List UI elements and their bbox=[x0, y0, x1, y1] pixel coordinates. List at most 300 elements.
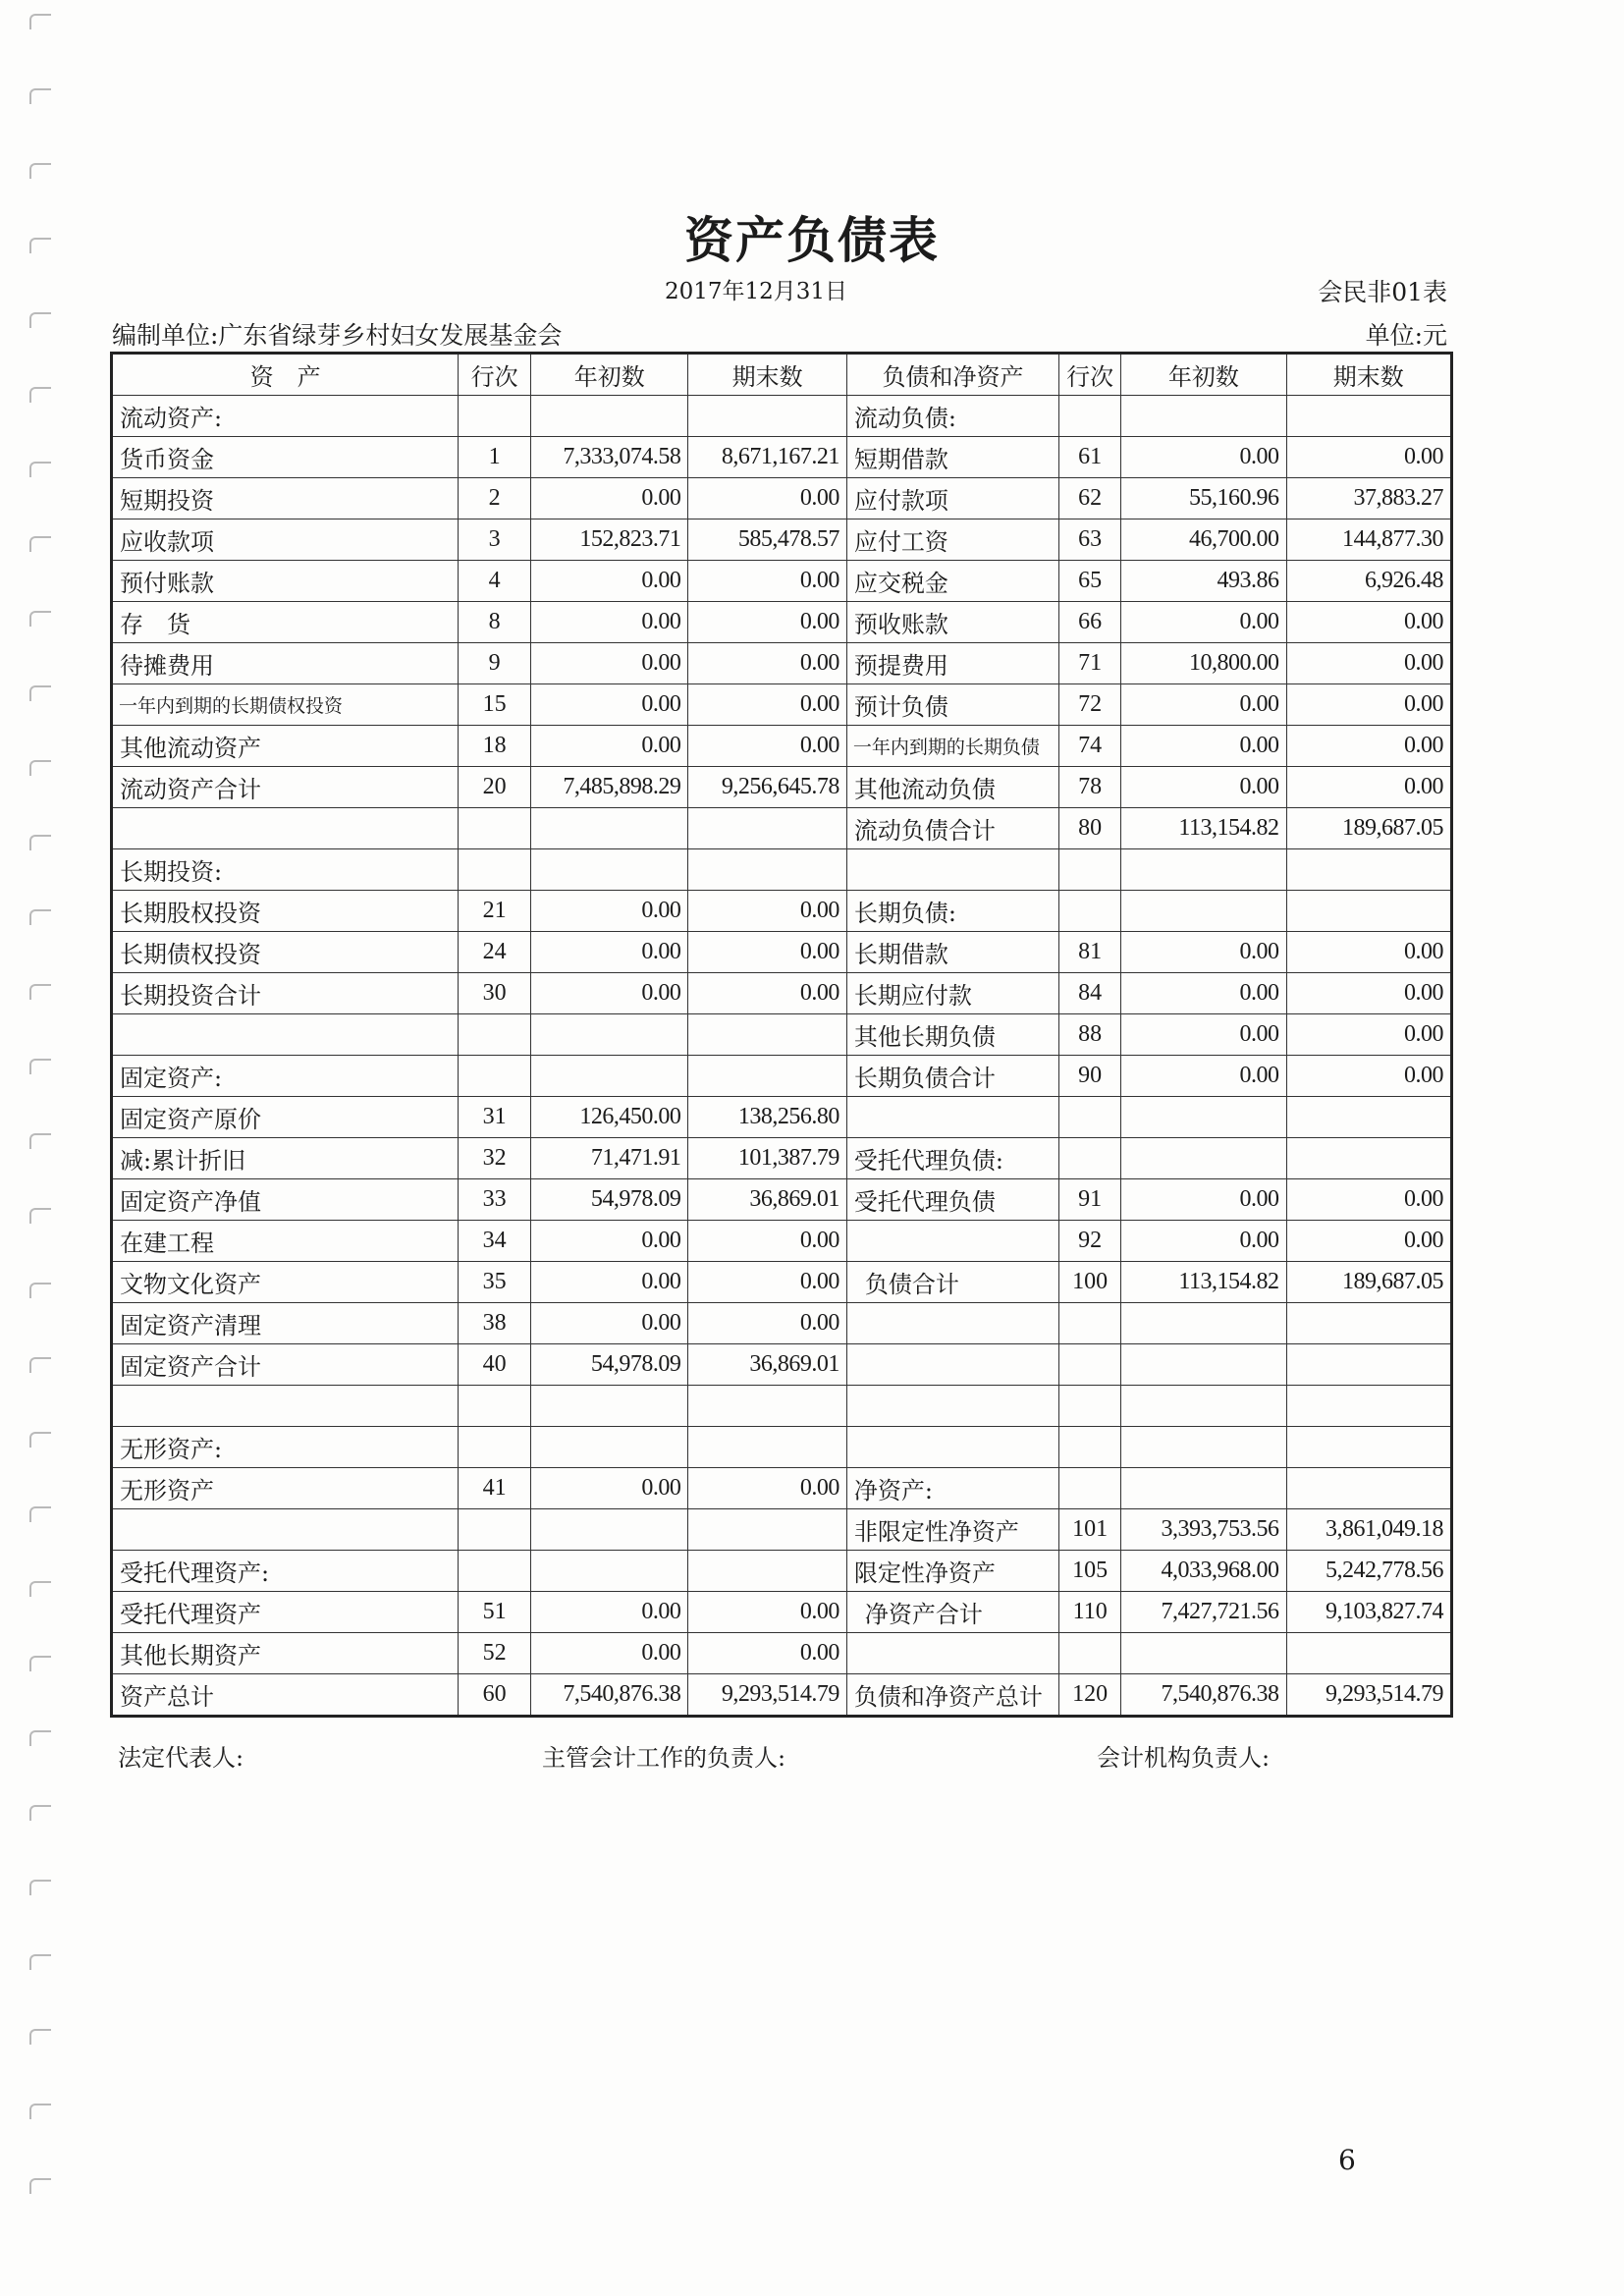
asset-label: 其他流动资产 bbox=[112, 726, 459, 767]
asset-begin-value: 54,978.09 bbox=[531, 1179, 688, 1221]
liability-line-no bbox=[1059, 1633, 1121, 1674]
asset-begin-value: 0.00 bbox=[531, 1262, 688, 1303]
asset-line-no: 32 bbox=[459, 1138, 531, 1179]
asset-end-value: 9,256,645.78 bbox=[688, 767, 847, 808]
asset-label: 存 货 bbox=[112, 602, 459, 643]
col-header-assets: 资 产 bbox=[112, 354, 459, 396]
liability-begin-value: 0.00 bbox=[1121, 726, 1286, 767]
liability-line-no bbox=[1059, 1097, 1121, 1138]
binding-hole-mark bbox=[29, 685, 51, 701]
liability-line-no bbox=[1059, 1138, 1121, 1179]
form-code: 会民非01表 bbox=[1318, 278, 1447, 306]
asset-label: 固定资产: bbox=[112, 1056, 459, 1097]
asset-line-no: 3 bbox=[459, 519, 531, 561]
liability-begin-value bbox=[1121, 1386, 1286, 1427]
liability-end-value: 0.00 bbox=[1286, 1179, 1451, 1221]
liability-end-value: 0.00 bbox=[1286, 602, 1451, 643]
asset-begin-value: 0.00 bbox=[531, 643, 688, 684]
liability-line-no bbox=[1059, 1386, 1121, 1427]
table-row bbox=[112, 478, 1452, 519]
liability-end-value: 0.00 bbox=[1286, 932, 1451, 973]
asset-line-no: 8 bbox=[459, 602, 531, 643]
binding-hole-mark bbox=[29, 163, 51, 179]
liability-end-value: 189,687.05 bbox=[1286, 808, 1451, 849]
page-title: 资产负债表 bbox=[684, 211, 940, 269]
table-row bbox=[112, 1592, 1452, 1633]
col-header-end: 期末数 bbox=[688, 354, 847, 396]
asset-line-no: 40 bbox=[459, 1344, 531, 1386]
liability-end-value bbox=[1286, 1344, 1451, 1386]
table-row bbox=[112, 849, 1452, 891]
table-row bbox=[112, 1468, 1452, 1509]
table-row bbox=[112, 1221, 1452, 1262]
liability-end-value: 9,293,514.79 bbox=[1286, 1674, 1451, 1717]
liability-line-no: 65 bbox=[1059, 561, 1121, 602]
accounting-head-label: 主管会计工作的负责人: bbox=[542, 1744, 786, 1772]
liability-end-value bbox=[1286, 1138, 1451, 1179]
liability-label: 长期应付款 bbox=[846, 973, 1058, 1014]
binding-hole-mark bbox=[29, 1432, 51, 1448]
asset-begin-value: 71,471.91 bbox=[531, 1138, 688, 1179]
binding-hole-mark bbox=[29, 1357, 51, 1373]
asset-begin-value: 0.00 bbox=[531, 932, 688, 973]
asset-label: 流动资产: bbox=[112, 396, 459, 437]
liability-label: 流动负债合计 bbox=[846, 808, 1058, 849]
asset-label: 长期股权投资 bbox=[112, 891, 459, 932]
liability-label: 预计负债 bbox=[846, 684, 1058, 726]
binding-hole-mark bbox=[29, 1506, 51, 1522]
binding-hole-mark bbox=[29, 312, 51, 328]
binding-hole-mark bbox=[29, 88, 51, 104]
liability-label: 流动负债: bbox=[846, 396, 1058, 437]
asset-line-no: 31 bbox=[459, 1097, 531, 1138]
asset-end-value: 36,869.01 bbox=[688, 1179, 847, 1221]
liability-begin-value: 0.00 bbox=[1121, 1179, 1286, 1221]
asset-line-no bbox=[459, 1551, 531, 1592]
liability-label bbox=[846, 1303, 1058, 1344]
binding-hole-mark bbox=[29, 1656, 51, 1671]
asset-label: 减:累计折旧 bbox=[112, 1138, 459, 1179]
liability-label: 负债和净资产总计 bbox=[846, 1674, 1058, 1717]
asset-end-value: 0.00 bbox=[688, 1633, 847, 1674]
liability-end-value: 9,103,827.74 bbox=[1286, 1592, 1451, 1633]
liability-line-no: 120 bbox=[1059, 1674, 1121, 1717]
liability-label: 长期负债: bbox=[846, 891, 1058, 932]
liability-label bbox=[846, 1221, 1058, 1262]
asset-end-value: 0.00 bbox=[688, 1468, 847, 1509]
asset-label: 受托代理资产: bbox=[112, 1551, 459, 1592]
asset-line-no bbox=[459, 849, 531, 891]
liability-line-no: 62 bbox=[1059, 478, 1121, 519]
liability-line-no: 78 bbox=[1059, 767, 1121, 808]
liability-begin-value: 7,540,876.38 bbox=[1121, 1674, 1286, 1717]
table-row bbox=[112, 1056, 1452, 1097]
asset-end-value bbox=[688, 1014, 847, 1056]
liability-line-no: 90 bbox=[1059, 1056, 1121, 1097]
liability-end-value: 0.00 bbox=[1286, 1221, 1451, 1262]
liability-line-no bbox=[1059, 891, 1121, 932]
asset-end-value: 0.00 bbox=[688, 602, 847, 643]
binding-hole-mark bbox=[29, 984, 51, 1000]
liability-begin-value bbox=[1121, 891, 1286, 932]
asset-line-no bbox=[459, 1014, 531, 1056]
asset-line-no bbox=[459, 808, 531, 849]
liability-end-value: 189,687.05 bbox=[1286, 1262, 1451, 1303]
liability-label bbox=[846, 1386, 1058, 1427]
liability-label: 应付工资 bbox=[846, 519, 1058, 561]
liability-end-value: 37,883.27 bbox=[1286, 478, 1451, 519]
liability-begin-value: 0.00 bbox=[1121, 1056, 1286, 1097]
asset-begin-value: 0.00 bbox=[531, 1468, 688, 1509]
asset-line-no: 4 bbox=[459, 561, 531, 602]
liability-begin-value: 0.00 bbox=[1121, 602, 1286, 643]
table-row bbox=[112, 1509, 1452, 1551]
liability-end-value: 0.00 bbox=[1286, 643, 1451, 684]
liability-label: 其他长期负债 bbox=[846, 1014, 1058, 1056]
liability-line-no: 71 bbox=[1059, 643, 1121, 684]
liability-line-no: 92 bbox=[1059, 1221, 1121, 1262]
asset-begin-value: 54,978.09 bbox=[531, 1344, 688, 1386]
liability-end-value bbox=[1286, 396, 1451, 437]
liability-label: 长期负债合计 bbox=[846, 1056, 1058, 1097]
liability-begin-value: 113,154.82 bbox=[1121, 1262, 1286, 1303]
binding-hole-mark bbox=[29, 1805, 51, 1821]
liability-begin-value: 493.86 bbox=[1121, 561, 1286, 602]
report-date: 2017年12月31日 bbox=[664, 279, 848, 304]
asset-label bbox=[112, 808, 459, 849]
table-row bbox=[112, 1138, 1452, 1179]
asset-line-no: 24 bbox=[459, 932, 531, 973]
liability-begin-value: 10,800.00 bbox=[1121, 643, 1286, 684]
binding-hole-mark bbox=[29, 1059, 51, 1074]
asset-line-no: 20 bbox=[459, 767, 531, 808]
asset-line-no: 15 bbox=[459, 684, 531, 726]
asset-label: 资产总计 bbox=[112, 1674, 459, 1717]
asset-label: 流动资产合计 bbox=[112, 767, 459, 808]
asset-begin-value: 0.00 bbox=[531, 561, 688, 602]
liability-line-no bbox=[1059, 1303, 1121, 1344]
liability-end-value bbox=[1286, 1468, 1451, 1509]
liability-line-no bbox=[1059, 1468, 1121, 1509]
asset-end-value bbox=[688, 396, 847, 437]
table-row bbox=[112, 808, 1452, 849]
asset-begin-value bbox=[531, 849, 688, 891]
asset-line-no: 60 bbox=[459, 1674, 531, 1717]
liability-end-value bbox=[1286, 1386, 1451, 1427]
binding-hole-mark bbox=[29, 14, 51, 29]
asset-end-value bbox=[688, 1056, 847, 1097]
asset-begin-value bbox=[531, 1551, 688, 1592]
table-row bbox=[112, 1014, 1452, 1056]
col-header-line: 行次 bbox=[459, 354, 531, 396]
liability-line-no: 72 bbox=[1059, 684, 1121, 726]
liability-label: 应付款项 bbox=[846, 478, 1058, 519]
liability-label: 预收账款 bbox=[846, 602, 1058, 643]
liability-label bbox=[846, 1427, 1058, 1468]
liability-label: 应交税金 bbox=[846, 561, 1058, 602]
asset-line-no: 2 bbox=[459, 478, 531, 519]
binding-hole-mark bbox=[29, 1880, 51, 1895]
liability-begin-value bbox=[1121, 1303, 1286, 1344]
asset-line-no bbox=[459, 1427, 531, 1468]
liability-label: 预提费用 bbox=[846, 643, 1058, 684]
table-row bbox=[112, 602, 1452, 643]
col-header-begin-right: 年初数 bbox=[1121, 354, 1286, 396]
asset-end-value bbox=[688, 849, 847, 891]
asset-end-value bbox=[688, 1509, 847, 1551]
liability-end-value bbox=[1286, 1097, 1451, 1138]
asset-label: 长期投资: bbox=[112, 849, 459, 891]
liability-line-no: 66 bbox=[1059, 602, 1121, 643]
liability-label: 受托代理负债: bbox=[846, 1138, 1058, 1179]
table-row bbox=[112, 1344, 1452, 1386]
asset-end-value: 0.00 bbox=[688, 973, 847, 1014]
liability-end-value: 144,877.30 bbox=[1286, 519, 1451, 561]
asset-label: 短期投资 bbox=[112, 478, 459, 519]
liability-begin-value: 46,700.00 bbox=[1121, 519, 1286, 561]
binding-hole-mark bbox=[29, 1730, 51, 1746]
binding-hole-mark bbox=[29, 909, 51, 925]
liability-begin-value: 0.00 bbox=[1121, 1221, 1286, 1262]
liability-line-no bbox=[1059, 1344, 1121, 1386]
asset-label: 无形资产 bbox=[112, 1468, 459, 1509]
table-row bbox=[112, 1427, 1452, 1468]
asset-line-no: 18 bbox=[459, 726, 531, 767]
asset-begin-value bbox=[531, 1386, 688, 1427]
asset-line-no: 38 bbox=[459, 1303, 531, 1344]
asset-label: 长期债权投资 bbox=[112, 932, 459, 973]
liability-begin-value: 113,154.82 bbox=[1121, 808, 1286, 849]
liability-label: 净资产合计 bbox=[846, 1592, 1058, 1633]
asset-end-value: 0.00 bbox=[688, 932, 847, 973]
table-row bbox=[112, 1674, 1452, 1717]
liability-line-no: 100 bbox=[1059, 1262, 1121, 1303]
table-row bbox=[112, 1179, 1452, 1221]
liability-begin-value: 0.00 bbox=[1121, 684, 1286, 726]
reporting-organization: 编制单位:广东省绿芽乡村妇女发展基金会 bbox=[112, 321, 563, 350]
asset-begin-value: 152,823.71 bbox=[531, 519, 688, 561]
table-row bbox=[112, 1097, 1452, 1138]
table-row bbox=[112, 1303, 1452, 1344]
binding-hole-mark bbox=[29, 1954, 51, 1970]
table-row bbox=[112, 396, 1452, 437]
liability-label: 非限定性净资产 bbox=[846, 1509, 1058, 1551]
col-header-end-right: 期末数 bbox=[1286, 354, 1451, 396]
asset-line-no: 33 bbox=[459, 1179, 531, 1221]
liability-line-no: 81 bbox=[1059, 932, 1121, 973]
liability-end-value: 0.00 bbox=[1286, 973, 1451, 1014]
asset-label bbox=[112, 1014, 459, 1056]
asset-end-value bbox=[688, 1427, 847, 1468]
liability-end-value bbox=[1286, 1303, 1451, 1344]
liability-end-value: 0.00 bbox=[1286, 1056, 1451, 1097]
binding-hole-mark bbox=[29, 2178, 51, 2194]
liability-line-no bbox=[1059, 849, 1121, 891]
liability-label bbox=[846, 1097, 1058, 1138]
table-row bbox=[112, 561, 1452, 602]
asset-begin-value: 0.00 bbox=[531, 1592, 688, 1633]
asset-line-no bbox=[459, 1056, 531, 1097]
col-header-liabilities: 负债和净资产 bbox=[846, 354, 1058, 396]
asset-begin-value: 0.00 bbox=[531, 1633, 688, 1674]
asset-end-value bbox=[688, 808, 847, 849]
col-header-line-right: 行次 bbox=[1059, 354, 1121, 396]
liability-label bbox=[846, 1344, 1058, 1386]
table-header-row bbox=[112, 354, 1452, 396]
asset-end-value bbox=[688, 1551, 847, 1592]
liability-begin-value: 55,160.96 bbox=[1121, 478, 1286, 519]
table-row bbox=[112, 891, 1452, 932]
asset-end-value: 0.00 bbox=[688, 1262, 847, 1303]
liability-line-no: 91 bbox=[1059, 1179, 1121, 1221]
liability-end-value bbox=[1286, 849, 1451, 891]
binding-hole-mark bbox=[29, 835, 51, 850]
liability-begin-value: 7,427,721.56 bbox=[1121, 1592, 1286, 1633]
liability-line-no: 110 bbox=[1059, 1592, 1121, 1633]
asset-begin-value: 0.00 bbox=[531, 1221, 688, 1262]
table-row bbox=[112, 932, 1452, 973]
binding-hole-mark bbox=[29, 387, 51, 403]
liability-label: 负债合计 bbox=[846, 1262, 1058, 1303]
binding-hole-mark bbox=[29, 2029, 51, 2045]
asset-begin-value: 0.00 bbox=[531, 973, 688, 1014]
binding-hole-mark bbox=[29, 1283, 51, 1298]
binding-hole-mark bbox=[29, 760, 51, 776]
liability-begin-value: 0.00 bbox=[1121, 932, 1286, 973]
binding-holes bbox=[29, 0, 53, 2296]
asset-begin-value bbox=[531, 808, 688, 849]
asset-line-no: 34 bbox=[459, 1221, 531, 1262]
asset-end-value: 0.00 bbox=[688, 891, 847, 932]
asset-line-no: 51 bbox=[459, 1592, 531, 1633]
asset-end-value: 585,478.57 bbox=[688, 519, 847, 561]
liability-label: 其他流动负债 bbox=[846, 767, 1058, 808]
liability-begin-value: 0.00 bbox=[1121, 437, 1286, 478]
asset-label: 货币资金 bbox=[112, 437, 459, 478]
liability-end-value: 0.00 bbox=[1286, 767, 1451, 808]
asset-line-no: 35 bbox=[459, 1262, 531, 1303]
asset-end-value: 101,387.79 bbox=[688, 1138, 847, 1179]
asset-begin-value: 0.00 bbox=[531, 1303, 688, 1344]
liability-end-value: 0.00 bbox=[1286, 684, 1451, 726]
asset-end-value: 0.00 bbox=[688, 1592, 847, 1633]
liability-label: 净资产: bbox=[846, 1468, 1058, 1509]
binding-hole-mark bbox=[29, 536, 51, 552]
table-row bbox=[112, 973, 1452, 1014]
asset-label: 长期投资合计 bbox=[112, 973, 459, 1014]
liability-end-value: 5,242,778.56 bbox=[1286, 1551, 1451, 1592]
asset-begin-value: 0.00 bbox=[531, 891, 688, 932]
table-row bbox=[112, 1262, 1452, 1303]
asset-end-value: 0.00 bbox=[688, 643, 847, 684]
liability-begin-value bbox=[1121, 1427, 1286, 1468]
liability-line-no: 88 bbox=[1059, 1014, 1121, 1056]
asset-label: 固定资产原价 bbox=[112, 1097, 459, 1138]
table-row bbox=[112, 1633, 1452, 1674]
asset-label: 文物文化资产 bbox=[112, 1262, 459, 1303]
asset-label bbox=[112, 1386, 459, 1427]
asset-label: 在建工程 bbox=[112, 1221, 459, 1262]
asset-begin-value: 0.00 bbox=[531, 478, 688, 519]
liability-line-no: 74 bbox=[1059, 726, 1121, 767]
liability-begin-value: 0.00 bbox=[1121, 973, 1286, 1014]
liability-end-value bbox=[1286, 1427, 1451, 1468]
table-row bbox=[112, 1386, 1452, 1427]
asset-end-value bbox=[688, 1386, 847, 1427]
asset-begin-value bbox=[531, 1509, 688, 1551]
asset-line-no bbox=[459, 396, 531, 437]
liability-label: 长期借款 bbox=[846, 932, 1058, 973]
table-row bbox=[112, 684, 1452, 726]
liability-begin-value: 3,393,753.56 bbox=[1121, 1509, 1286, 1551]
asset-begin-value: 7,333,074.58 bbox=[531, 437, 688, 478]
liability-end-value: 3,861,049.18 bbox=[1286, 1509, 1451, 1551]
asset-end-value: 36,869.01 bbox=[688, 1344, 847, 1386]
asset-line-no bbox=[459, 1386, 531, 1427]
liability-begin-value bbox=[1121, 396, 1286, 437]
asset-label: 固定资产合计 bbox=[112, 1344, 459, 1386]
asset-begin-value bbox=[531, 1427, 688, 1468]
liability-begin-value bbox=[1121, 1138, 1286, 1179]
liability-line-no: 84 bbox=[1059, 973, 1121, 1014]
binding-hole-mark bbox=[29, 462, 51, 477]
liability-end-value bbox=[1286, 1633, 1451, 1674]
balance-sheet-table bbox=[110, 352, 1453, 1718]
asset-end-value: 0.00 bbox=[688, 1221, 847, 1262]
table-row bbox=[112, 767, 1452, 808]
asset-line-no: 21 bbox=[459, 891, 531, 932]
asset-end-value: 9,293,514.79 bbox=[688, 1674, 847, 1717]
liability-line-no: 101 bbox=[1059, 1509, 1121, 1551]
legal-representative-label: 法定代表人: bbox=[118, 1744, 244, 1772]
liability-line-no bbox=[1059, 1427, 1121, 1468]
asset-end-value: 8,671,167.21 bbox=[688, 437, 847, 478]
binding-hole-mark bbox=[29, 1208, 51, 1224]
asset-line-no bbox=[459, 1509, 531, 1551]
binding-hole-mark bbox=[29, 2104, 51, 2119]
table-row bbox=[112, 519, 1452, 561]
binding-hole-mark bbox=[29, 1581, 51, 1597]
liability-line-no: 61 bbox=[1059, 437, 1121, 478]
asset-label: 一年内到期的长期债权投资 bbox=[112, 684, 459, 726]
liability-begin-value: 0.00 bbox=[1121, 767, 1286, 808]
liability-line-no: 63 bbox=[1059, 519, 1121, 561]
asset-begin-value bbox=[531, 396, 688, 437]
asset-label: 应收款项 bbox=[112, 519, 459, 561]
asset-line-no: 1 bbox=[459, 437, 531, 478]
asset-label: 待摊费用 bbox=[112, 643, 459, 684]
asset-begin-value: 7,485,898.29 bbox=[531, 767, 688, 808]
liability-line-no: 105 bbox=[1059, 1551, 1121, 1592]
liability-begin-value bbox=[1121, 1344, 1286, 1386]
liability-line-no bbox=[1059, 396, 1121, 437]
liability-label bbox=[846, 849, 1058, 891]
liability-label: 一年内到期的长期负债 bbox=[846, 726, 1058, 767]
liability-end-value: 0.00 bbox=[1286, 1014, 1451, 1056]
liability-begin-value: 4,033,968.00 bbox=[1121, 1551, 1286, 1592]
asset-line-no: 52 bbox=[459, 1633, 531, 1674]
binding-hole-mark bbox=[29, 1133, 51, 1149]
liability-begin-value: 0.00 bbox=[1121, 1014, 1286, 1056]
liability-begin-value bbox=[1121, 1633, 1286, 1674]
accounting-dept-head-label: 会计机构负责人: bbox=[1097, 1744, 1271, 1772]
table-row bbox=[112, 643, 1452, 684]
asset-label: 固定资产净值 bbox=[112, 1179, 459, 1221]
asset-label bbox=[112, 1509, 459, 1551]
liability-label: 短期借款 bbox=[846, 437, 1058, 478]
liability-begin-value bbox=[1121, 849, 1286, 891]
asset-begin-value: 0.00 bbox=[531, 726, 688, 767]
